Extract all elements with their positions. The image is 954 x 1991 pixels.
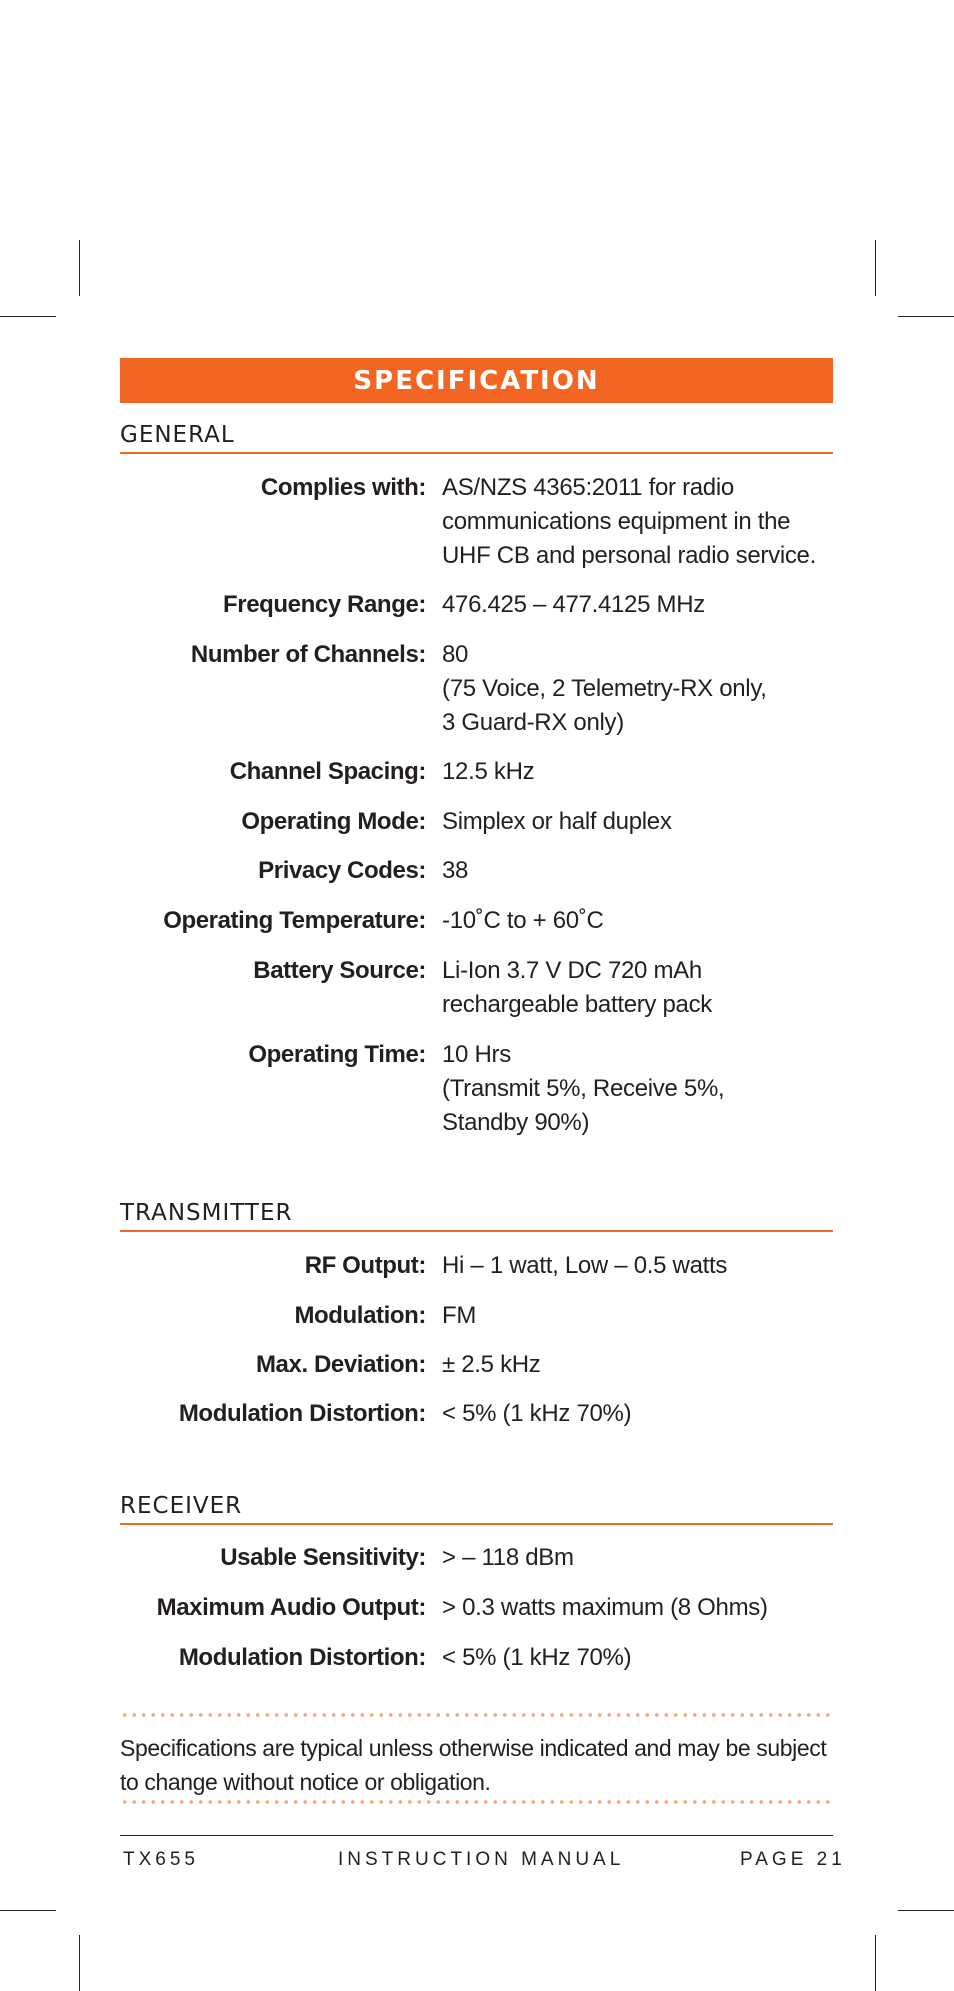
spec-value: 476.425 – 477.4125 MHz — [442, 591, 705, 618]
spec-label: Usable Sensitivity: — [220, 1544, 426, 1571]
spec-value: Simplex or half duplex — [442, 808, 672, 835]
crop-mark — [79, 240, 80, 296]
spec-label: Complies with: — [260, 474, 426, 501]
spec-value: < 5% (1 kHz 70%) — [442, 1644, 632, 1671]
spec-label: Modulation Distortion: — [178, 1400, 426, 1427]
dotted-divider — [120, 1800, 833, 1804]
spec-label: Frequency Range: — [223, 591, 426, 618]
spec-label: Battery Source: — [253, 957, 426, 984]
spec-value: 80 (75 Voice, 2 Telemetry-RX only, 3 Guard-RX only) — [442, 641, 767, 736]
spec-value: > – 118 dBm — [442, 1544, 574, 1571]
dotted-divider — [120, 1713, 833, 1717]
section-title-receiver: RECEIVER — [120, 1493, 833, 1525]
spec-value: 10 Hrs (Transmit 5%, Receive 5%, Standby 90%) — [442, 1041, 725, 1136]
spec-label: Modulation: — [294, 1302, 426, 1329]
section-title-general: GENERAL — [120, 422, 833, 454]
spec-label: Channel Spacing: — [229, 758, 426, 785]
spec-value: < 5% (1 kHz 70%) — [442, 1400, 632, 1427]
spec-value: Hi – 1 watt, Low – 0.5 watts — [442, 1252, 728, 1279]
crop-mark — [0, 1910, 56, 1911]
spec-value: ± 2.5 kHz — [442, 1351, 541, 1378]
spec-value: 12.5 kHz — [442, 758, 535, 785]
spec-label: Number of Channels: — [190, 641, 426, 668]
footer-model: TX655 — [123, 1849, 199, 1870]
footer-rule — [120, 1835, 833, 1836]
crop-mark — [875, 240, 876, 296]
spec-label: Max. Deviation: — [255, 1351, 426, 1378]
spec-label: Maximum Audio Output: — [156, 1594, 426, 1621]
crop-mark — [875, 1935, 876, 1991]
crop-mark — [0, 316, 56, 317]
crop-mark — [898, 316, 954, 317]
section-title-transmitter: TRANSMITTER — [120, 1200, 833, 1232]
crop-mark — [79, 1935, 80, 1991]
page-number: PAGE 21 — [740, 1849, 846, 1870]
spec-label: Privacy Codes: — [258, 857, 426, 884]
spec-label: Operating Mode: — [241, 808, 426, 835]
spec-value: -10˚C to + 60˚C — [442, 907, 604, 934]
spec-label: RF Output: — [304, 1252, 426, 1279]
spec-value: Li-Ion 3.7 V DC 720 mAh rechargeable battery pack — [442, 957, 713, 1018]
spec-label: Operating Time: — [248, 1041, 426, 1068]
spec-value: > 0.3 watts maximum (8 Ohms) — [442, 1594, 768, 1621]
spec-label: Modulation Distortion: — [178, 1644, 426, 1671]
spec-value: FM — [442, 1302, 477, 1329]
footer-manual-title: INSTRUCTION MANUAL — [338, 1849, 625, 1870]
spec-value: AS/NZS 4365:2011 for radio communications equipment in the UHF CB and personal radio service. — [442, 474, 816, 569]
specification-banner: SPECIFICATION — [120, 358, 833, 403]
footnote: Specifications are typical unless otherwise indicated and may be subject to change without notice or obligation. — [120, 1735, 827, 1795]
spec-label: Operating Temperature: — [163, 907, 426, 934]
spec-value: 38 — [442, 857, 469, 884]
crop-mark — [898, 1910, 954, 1911]
